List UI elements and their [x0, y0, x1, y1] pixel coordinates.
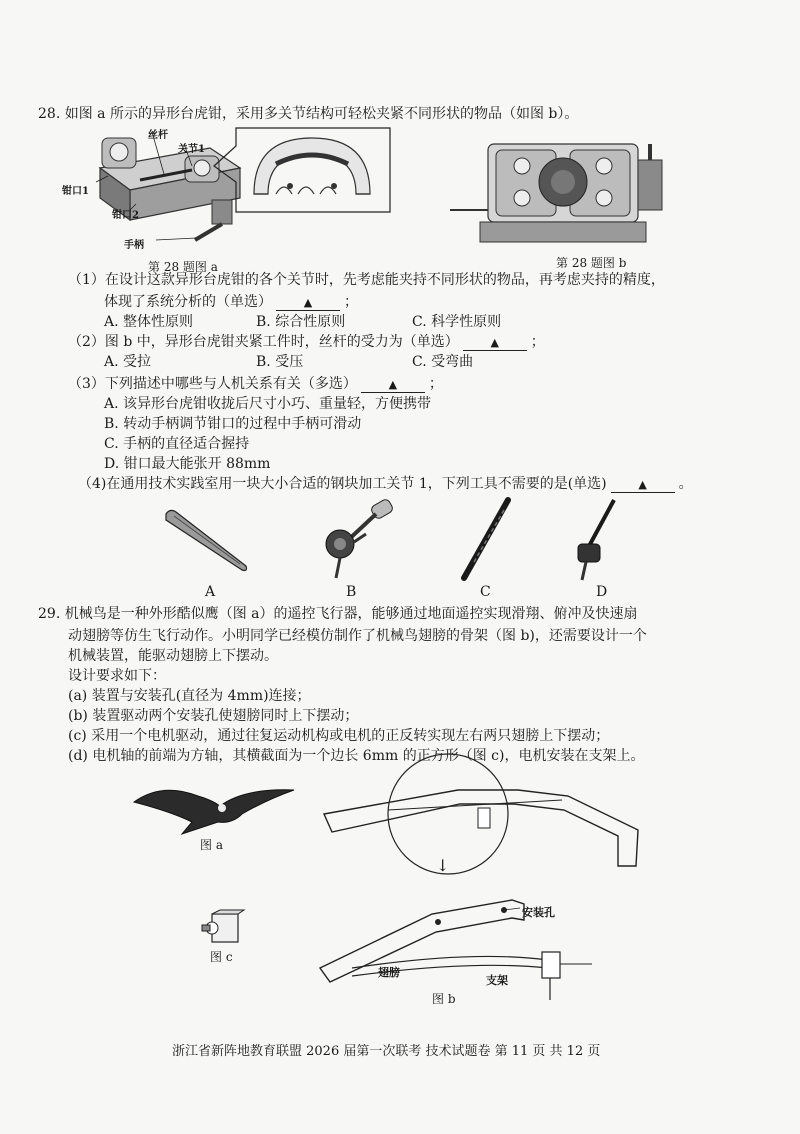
label-bracket: 支架	[486, 974, 508, 987]
tool-d-tap-wrench	[564, 496, 624, 582]
down-arrow-icon: ↓	[436, 856, 450, 875]
q29-line2: 动翅膀等仿生飞行动作。小明同学已经模仿制作了机械鸟翅膀的骨架（图 b)，还需要设计一个	[68, 628, 647, 644]
q28-sub4-line	[78, 474, 693, 494]
q28-joint-detail	[214, 124, 394, 216]
q28-sub2-option-b: B. 受压	[256, 354, 304, 370]
q28-sub2-option-c: C. 受弯曲	[412, 354, 474, 370]
q29-req-d: (d) 电机轴的前端为方轴，其横截面为一个边长 6mm 的正方形（图 c)，电机安装在支架上。	[68, 748, 645, 764]
tool-b-hand-drill	[306, 498, 398, 582]
label-jaw2: 钳口2	[112, 210, 139, 221]
tool-a-label: A	[205, 584, 216, 600]
answer-blank-4[interactable]: ▲	[611, 478, 675, 493]
q28-sub3-prompt: （3）下列描述中哪些与人机关系有关（多选）	[68, 376, 357, 392]
label-wing: 翅膀	[378, 966, 400, 979]
q28-sub2-prompt: （2）图 b 中，异形台虎钳夹紧工件时，丝杆的受力为（单选）	[68, 334, 459, 350]
tool-c-drill-bit	[456, 496, 516, 582]
q28-sub4-prompt: （4)在通用技术实践室用一块大小合适的钢块加工关节 1，下列工具不需要的是(单选)	[78, 476, 607, 492]
q28-sub3-option-c: C. 手柄的直径适合握持	[104, 436, 250, 452]
q28-sub1-prompt: 体现了系统分析的（单选）	[104, 294, 272, 310]
q28-sub1-option-b: B. 综合性原则	[256, 314, 346, 330]
q28-sub1-end: ；	[344, 294, 358, 310]
label-joint1: 关节1	[178, 144, 205, 155]
q28-sub3-end: ；	[428, 376, 443, 392]
q28-sub1-line1: （1）在设计这款异形台虎钳的各个关节时，先考虑能夹持不同形状的物品，再考虑夹持的精度，	[68, 272, 665, 288]
q29-line1: 29. 机械鸟是一种外形酷似鹰（图 a）的遥控飞行器，能够通过地面遥控实现滑翔、俯冲及快速扇	[38, 606, 638, 622]
answer-blank-3[interactable]: ▲	[361, 378, 425, 393]
q29-fig-a-caption: 图 a	[200, 838, 223, 852]
q29-figure-a-bird	[132, 778, 298, 838]
q28-fig-b-caption: 第 28 题图 b	[556, 256, 627, 270]
q28-fig-a-caption: 第 28 题图 a	[148, 260, 218, 274]
q28-sub2-option-a: A. 受拉	[104, 354, 152, 370]
tool-a-file	[160, 502, 250, 576]
answer-blank-1[interactable]: ▲	[276, 296, 340, 311]
q28-sub4-end: 。	[678, 476, 693, 492]
q28-sub3-option-b: B. 转动手柄调节钳口的过程中手柄可滑动	[104, 416, 362, 432]
tool-d-label: D	[596, 584, 608, 600]
q29-req-c: (c) 采用一个电机驱动，通过往复运动机构或电机的正反转实现左右两只翅膀上下摆动；	[68, 728, 610, 744]
q28-sub2-line	[68, 332, 545, 352]
q28-sub1-option-c: C. 科学性原则	[412, 314, 502, 330]
q28-sub1-option-a: A. 整体性原则	[104, 314, 194, 330]
label-jaw1: 钳口1	[62, 186, 89, 197]
q28-sub3-option-a: A. 该异形台虎钳收拢后尺寸小巧、重量轻，方便携带	[104, 396, 432, 412]
q29-req-a: (a) 装置与安装孔(直径为 4mm)连接；	[68, 688, 311, 704]
q29-figure-b-detail	[312, 880, 612, 1004]
q29-figure-c-motor	[198, 910, 248, 950]
label-silk-rod: 丝杆	[148, 130, 168, 141]
q28-stem: 28. 如图 a 所示的异形台虎钳，采用多关节结构可轻松夹紧不同形状的物品（如图 b）。	[38, 106, 579, 122]
q29-figure-b-wing-skeleton	[318, 770, 658, 870]
page-footer: 浙江省新阵地教育联盟 2026 届第一次联考 技术试题卷 第 11 页 共 12 页	[172, 1044, 601, 1059]
tool-c-label: C	[480, 584, 491, 600]
q28-sub2-end: ；	[530, 334, 545, 350]
q28-figure-b-vise-clamping	[440, 140, 670, 248]
q28-sub1-line2	[104, 292, 358, 312]
answer-blank-2[interactable]: ▲	[463, 336, 527, 351]
label-mounting-hole: 安装孔	[522, 906, 555, 919]
q28-sub3-option-d: D. 钳口最大能张开 88mm	[104, 456, 271, 472]
q29-req-b: (b) 装置驱动两个安装孔使翅膀同时上下摆动；	[68, 708, 359, 724]
q29-fig-b-caption: 图 b	[432, 992, 456, 1006]
q29-fig-c-caption: 图 c	[210, 950, 233, 964]
tool-b-label: B	[346, 584, 357, 600]
label-handle: 手柄	[124, 240, 144, 251]
q29-req-title: 设计要求如下：	[68, 668, 166, 684]
q28-sub3-line	[68, 374, 443, 394]
q29-line3: 机械装置，能驱动翅膀上下摆动。	[68, 648, 278, 664]
